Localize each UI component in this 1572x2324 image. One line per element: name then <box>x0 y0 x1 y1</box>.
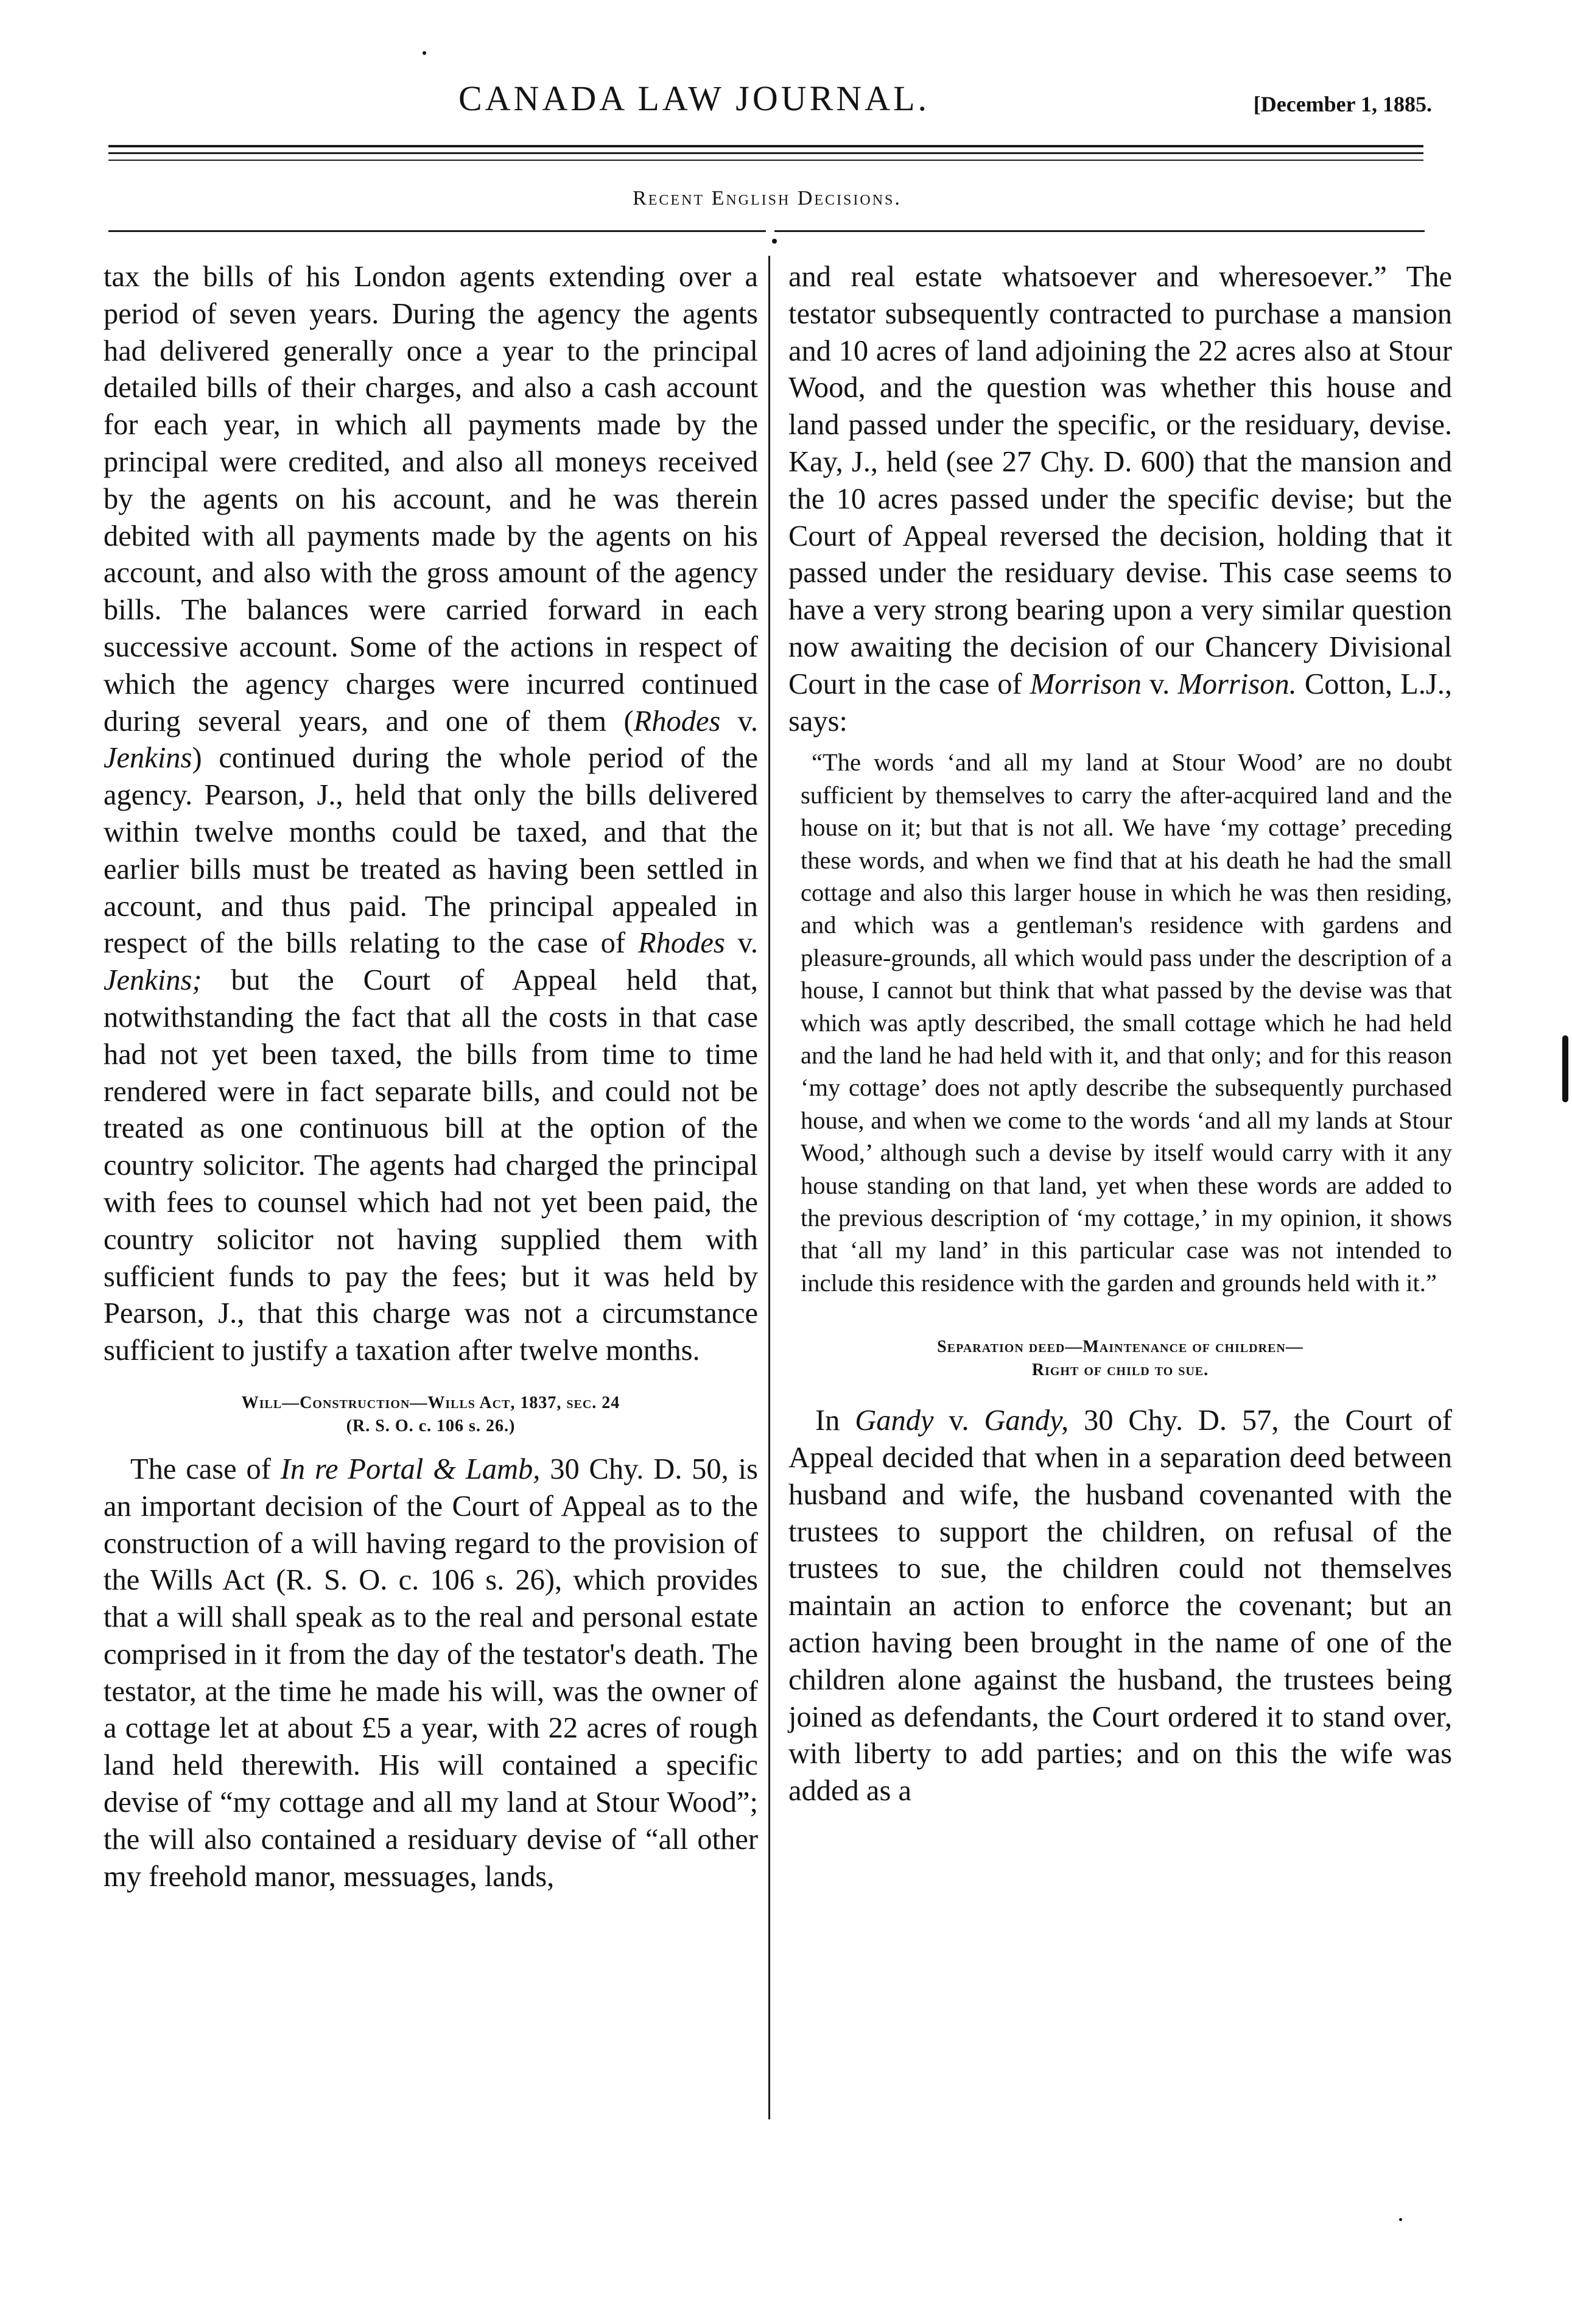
subheading-separation-deed: Separation deed—Maintenance of children— Right of child to sue. <box>937 1337 1304 1380</box>
scan-speck <box>423 51 426 55</box>
case-name: Jenkins <box>104 742 192 775</box>
header-rule-top <box>108 145 1423 147</box>
case-name: Morrison <box>1030 667 1142 700</box>
case-name: Jenkins; <box>104 964 202 997</box>
section-dot <box>772 239 777 244</box>
left-column <box>104 259 758 1895</box>
right-paragraph-continued: and real estate whatsoever and wheresoever.” The testator subsequently contracted to purchase a mansion and 10 acres of land adjoining the 22 acres also at Stour Wood, and the question was whether this house and land passed under the specific, or the residuary, devise. Kay, J., held (see 27 Chy. D. 600) that the mansion and the 10 acres passed under the specific devise; but the Court of Appeal reversed the decision, holding that it passed under the residuary devise. This case seems to have a very strong bearing upon a very similar question now awaiting the decision of our Chancery Divisional Court in the case of Morrison v. Morrison. Cotton, L.J., says: <box>788 261 1452 738</box>
case-name: Gandy <box>855 1404 934 1437</box>
subheading-wills-act: Will—Construction—Wills Act, 1837, sec. 24 (R. S. O. c. 106 s. 26.) <box>241 1393 620 1435</box>
scan-speck <box>1399 2218 1402 2221</box>
case-name: Rhodes <box>638 927 725 960</box>
journal-title: CANADA LAW JOURNAL. <box>458 79 930 118</box>
left-paragraph-portal-lamb: The case of In re Portal & Lamb, 30 Chy. D. 50, is an important decision of the Court of Appeal as to the construction of a will having regard to the provision of the Wills Act (R. S. O. c. 106 s. 26), which provides that a will shall speak as to the real and personal estate comprised in it from the day of the testator's death. The testator, at the time he made his will, was the owner of a cottage let at about £5 a year, with 22 acres of rough land held therewith. His will contained a specific devise of “my cottage and all my land at Stour Wood”; the will also contained a residuary devise of “all other my freehold manor, messuages, lands, <box>104 1452 758 1893</box>
binding-edge-mark <box>1562 1035 1568 1102</box>
section-rule-right <box>774 230 1425 232</box>
case-name: Gandy, <box>984 1404 1069 1437</box>
section-title: Recent English Decisions. <box>633 187 902 210</box>
left-paragraph-continued: tax the bills of his London agents extending over a period of seven years. During the agency the agents had delivered generally once a year to the principal detailed bills of their charges, and also a cash account for each year, in which all payments made by the principal were credited, and also all moneys received by the agents on his account, and he was therein debited with all payments made by the agents on his account, and also with the gross amount of the agency bills. The balances were carried forward in each successive account. Some of the actions in respect of which the agency charges were incurred continued during several years, and one of them (Rhodes v. Jenkins) continued during the whole period of the agency. Pearson, J., held that only the bills delivered within twelve months could be taxed, and that the earlier bills must be treated as having been settled in account, and thus paid. The principal appealed in respect of the bills relating to the case of Rhodes v. Jenkins; but the Court of Appeal held that, notwithstanding the fact that all the costs in that case had not yet been taxed, the bills from time to time rendered were in fact separate bills, and could not be treated as one continuous bill at the option of the country solicitor. The agents had charged the principal with fees to counsel which had not yet been paid, the country solicitor not having supplied them with sufficient funds to pay the fees; but it was held by Pearson, J., that this charge was not a circumstance sufficient to justify a taxation after twelve months. <box>104 261 758 1367</box>
right-paragraph-gandy: In Gandy v. Gandy, 30 Chy. D. 57, the Court of Appeal decided that when in a separation deed between husband and wife, the husband covenanted with the trustees to support the children, on refusal of the trustees to sue, the children could not themselves maintain an action to enforce the covenant; but an action having been brought in the name of one of the children alone against the husband, the trustees being joined as defendants, the Court ordered it to stand over, with liberty to add parties; and on this the wife was added as a <box>788 1404 1453 1808</box>
case-name: Morrison. <box>1177 667 1297 700</box>
column-separator <box>768 256 770 2119</box>
case-name: Rhodes <box>633 705 721 738</box>
header-rule-thin <box>108 160 1423 161</box>
judgment-quote: “The words ‘and all my land at Stour Wood’ are no doubt sufficient by themselves to carry the after-acquired land and the house on it; but that is not all. We have ‘my cottage’ preceding these words, and when we find that at his death he had the small cottage and also this larger house in which he was then residing, and which was a gentleman's residence with gardens and pleasure-grounds, all which would pass under the description of a house, I cannot but think that what passed by the devise was that which was aptly described, the small cottage which he had held and the land he had held with it, and that only; and for this reason ‘my cottage’ does not aptly describe the subsequently purchased house, and when we come to the words ‘and all my lands at Stour Wood,’ although such a devise by itself would carry with it any house standing on that land, yet when these words are added to the previous description of ‘my cottage,’ in my opinion, it shows that ‘all my land’ in this particular case was not intended to include this residence with the garden and grounds held with it.” <box>801 748 1452 1297</box>
right-column <box>788 259 1452 1810</box>
header-rule-bottom <box>108 152 1423 154</box>
case-name: In re Portal & Lamb, <box>280 1452 541 1485</box>
issue-date: [December 1, 1885. <box>1253 92 1432 116</box>
section-rule-left <box>108 230 766 232</box>
